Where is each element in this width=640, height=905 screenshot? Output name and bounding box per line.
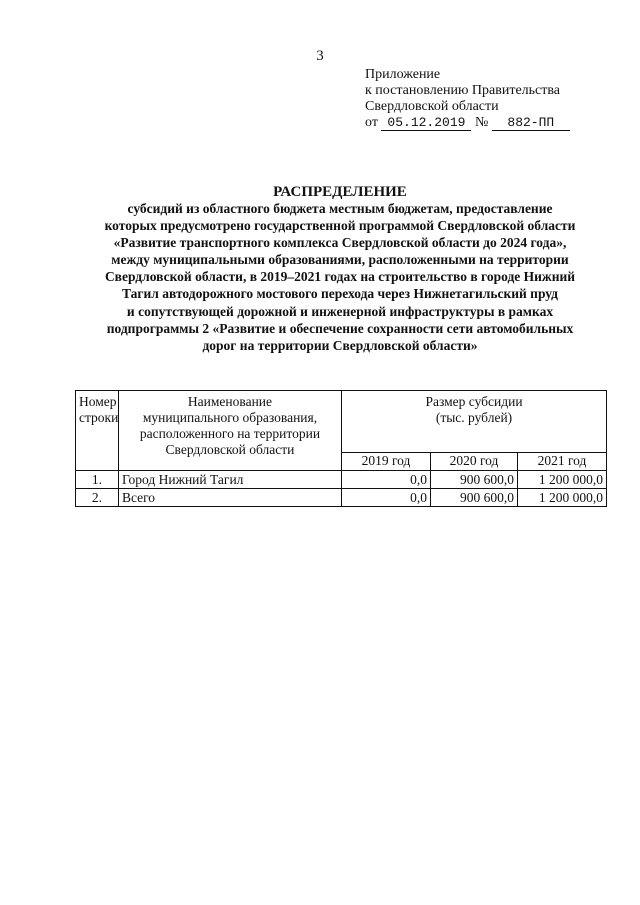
appendix-line-3: Свердловской области: [365, 99, 499, 114]
header-subsidy-line: Размер субсидии: [425, 394, 523, 409]
row-value-2019: 0,0: [342, 489, 431, 507]
distribution-table: [75, 390, 607, 507]
number-label: №: [474, 115, 489, 130]
from-label: от: [365, 115, 378, 130]
subtitle-line: которых предусмотрено государственной программой Свердловской области: [104, 218, 576, 234]
document-subtitle: [60, 200, 620, 354]
header-municipality-line: расположенного на территории: [139, 426, 321, 441]
row-value-2020: 900 600,0: [431, 471, 518, 489]
subtitle-line: и сопутствующей дорожной и инженерной инфраструктуры в рамках: [126, 303, 554, 319]
row-value-2020: 900 600,0: [431, 489, 518, 507]
appendix-block: [365, 67, 570, 131]
appendix-line-1: Приложение: [365, 67, 441, 82]
row-number: 1.: [76, 471, 119, 489]
header-subsidy-line: (тыс. рублей): [435, 410, 513, 425]
header-municipality-line: муниципального образования,: [142, 410, 318, 425]
row-value-2019: 0,0: [342, 471, 431, 489]
document-title: РАСПРЕДЕЛЕНИЕ: [273, 184, 407, 200]
row-number: 2.: [76, 489, 119, 507]
subtitle-line: подпрограммы 2 «Развитие и обеспечение сохранности сети автомобильных: [106, 320, 574, 336]
header-row-number: [76, 391, 119, 471]
table-row: [76, 471, 607, 489]
header-municipality: [118, 391, 341, 471]
row-value-2021: 1 200 000,0: [517, 471, 606, 489]
header-year-2020: 2020 год: [431, 453, 518, 471]
subtitle-line: дорог на территории Свердловской области»: [202, 337, 478, 353]
row-value-2021: 1 200 000,0: [517, 489, 606, 507]
appendix-line-2: к постановлению Правительства: [365, 83, 561, 98]
subtitle-line: Свердловской области, в 2019–2021 годах на строительство в городе Нижний: [104, 269, 576, 285]
page-number: 3: [316, 48, 324, 64]
row-municipality: Город Нижний Тагил: [118, 471, 341, 489]
header-municipality-line: Свердловской области: [165, 442, 295, 457]
resolution-number: 882-ПП: [492, 116, 570, 131]
header-subsidy-amount: [342, 391, 607, 453]
header-year-2019: 2019 год: [342, 453, 431, 471]
header-municipality-line: Наименование: [187, 394, 273, 409]
header-row-number-line: Номер: [79, 394, 117, 409]
subtitle-line: Тагил автодорожного мостового перехода через Нижнетагильский пруд: [121, 286, 559, 302]
subtitle-line: «Развитие транспортного комплекса Свердловской области до 2024 года»,: [113, 235, 567, 251]
resolution-date: 05.12.2019: [381, 116, 471, 131]
header-year-2021: 2021 год: [517, 453, 606, 471]
appendix-date-line: [365, 115, 570, 131]
row-municipality: Всего: [118, 489, 341, 507]
subtitle-line: субсидий из областного бюджета местным бюджетам, предоставление: [127, 201, 553, 216]
subtitle-line: между муниципальными образованиями, расположенными на территории: [111, 252, 569, 268]
table-row: [76, 489, 607, 507]
header-row-number-line: строки: [79, 410, 119, 425]
